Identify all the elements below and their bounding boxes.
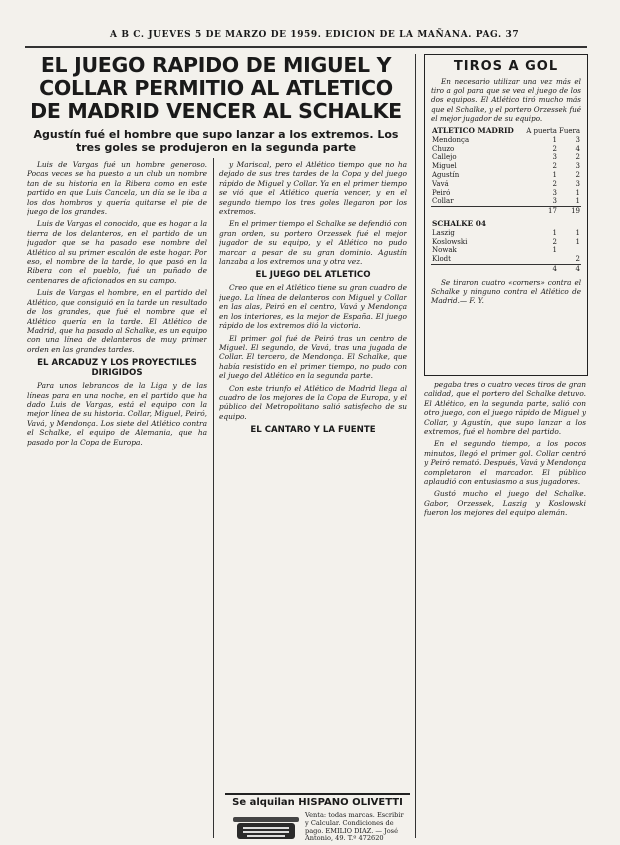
table-row bbox=[431, 136, 581, 145]
shots-table bbox=[431, 127, 581, 274]
paragraph: Con este triunfo el Atlético de Madrid llega al cuadro de los mejores de la Copa de Europa, y el público del Metropolitano salió satisfecho de su equipo. bbox=[219, 383, 407, 421]
table-row bbox=[431, 153, 581, 162]
cell: 2 bbox=[575, 153, 580, 162]
box-footnote bbox=[425, 274, 587, 306]
column-rule bbox=[415, 54, 416, 838]
player-name: Miguel bbox=[432, 162, 457, 171]
player-name: Koslowski bbox=[432, 237, 468, 246]
cell: 2 bbox=[552, 144, 557, 153]
team-name: ATLETICO MADRID bbox=[432, 126, 514, 136]
table-row bbox=[431, 171, 581, 180]
cell: 3 bbox=[552, 188, 557, 197]
paragraph: En el primer tiempo el Schalke se defendió con gran orden, su portero Orzessek fué el mejor jugador de su equipo, y el Atlético no pudo marcar a pesar de su gran dominio. Agustín lanzaba a los extremos una y otra vez. bbox=[219, 219, 407, 267]
cell: 17 bbox=[548, 207, 557, 216]
table-row bbox=[431, 180, 581, 189]
player-name: Chuzo bbox=[432, 144, 455, 153]
cell bbox=[525, 255, 558, 264]
player-name: Callejo bbox=[432, 153, 457, 162]
column-1 bbox=[27, 160, 207, 790]
table-row bbox=[431, 246, 581, 255]
paragraph: Luis de Vargas el conocido, que es hogar a la tierra de los delanteros, en el partido de un jugador que se ha pasado ese nombre del Atlético al su primer escalón de este hogar. Por eso, el nombre de la tarde, lo que pasó en la Ribera con el pueblo, fué un puñado de centenares de aficionados en su campo. bbox=[27, 219, 207, 285]
cell: 3 bbox=[552, 197, 557, 206]
team-name: SCHALKE 04 bbox=[432, 218, 487, 228]
player-name: Collar bbox=[432, 197, 454, 206]
player-name: Agustín bbox=[432, 171, 460, 179]
paragraph: Para unos lebrancos de la Liga y de las líneas para en una noche, en el partido que ha dado Luis de Vargas, está el equipo con la mejor línea de su historia. Collar, Miguel, Peiró, Vavá, y Mendonça. Los siete del Atlético contra el Schalke, el equipo de Alemania, que ha pasado por la Copa de Europa. bbox=[27, 381, 207, 447]
cell: 2 bbox=[552, 162, 557, 171]
player-name: Klodt bbox=[432, 255, 451, 264]
player-name: Peiró bbox=[432, 188, 451, 197]
table-row bbox=[431, 255, 581, 264]
cell: 3 bbox=[552, 153, 557, 162]
cell: 1 bbox=[552, 228, 557, 237]
table-row bbox=[431, 197, 581, 206]
olivetti-advertisement bbox=[225, 793, 410, 845]
cell: 3 bbox=[575, 162, 580, 171]
paragraph: El primer gol fué de Peiró tras un centro de Miguel. El segundo, de Vavá, tras una jugada de Collar. El tercero, de Mendonça. El Schalke, que había resistido en el primer tiempo, no pudo con el juego del Atlético en la segunda parte. bbox=[219, 333, 407, 381]
player-name: Laszig bbox=[432, 228, 455, 237]
cell: 4 bbox=[552, 264, 557, 273]
cell: 2 bbox=[552, 179, 557, 188]
paragraph: Creo que en el Atlético tiene su gran cuadro de juego. La línea de delanteros con Miguel y Collar en las alas, Peiró en el centro, Vavá y Mendonça en los interiores, es la mejor de España. El juego rápido de los extremos dió la victoria. bbox=[219, 283, 407, 331]
section-heading: EL ARCADUZ Y LOS PROYECTILES DIRIGIDOS bbox=[37, 358, 197, 379]
tiros-a-gol-box bbox=[424, 54, 588, 376]
column-header: Fuera bbox=[558, 127, 580, 136]
column-3 bbox=[424, 380, 586, 838]
player-name: Nowak bbox=[432, 246, 457, 255]
table-row bbox=[431, 145, 581, 154]
total-row bbox=[431, 264, 581, 273]
cell: 3 bbox=[575, 179, 580, 188]
total-row bbox=[431, 207, 581, 216]
paragraph: y Mariscal, pero el Atlético tiempo que no ha dejado de sus tres tardes de la Copa y del juego rápido de Miguel y Collar. Ya en el primer tiempo se vió que el Atlético quería vencer, y en el segundo tiempo los tres goles llegaron por los extremos. bbox=[219, 160, 407, 217]
ad-title: Se alquilan HISPANO OLIVETTI bbox=[232, 797, 403, 808]
player-name: Vavá bbox=[432, 179, 449, 188]
column-rule bbox=[213, 158, 214, 838]
box-title: TIROS A GOL bbox=[453, 59, 559, 74]
section-heading: EL CANTARO Y LA FUENTE bbox=[250, 425, 376, 436]
player-name: Mendonça bbox=[432, 135, 470, 144]
article-headline: EL JUEGO RAPIDO DE MIGUEL Y COLLAR PERMITIO AL ATLETICO DE MADRID VENCER AL SCHALKE bbox=[30, 53, 402, 123]
cell: 2 bbox=[552, 237, 557, 246]
cell: 1 bbox=[575, 188, 580, 197]
cell: 1 bbox=[552, 135, 557, 144]
cell: 1 bbox=[552, 171, 557, 179]
paragraph: Se tiraron cuatro «corners» contra el Schalke y ninguno contra el Atlético de Madrid.— F. Y. bbox=[431, 277, 581, 306]
column-header: A puerta bbox=[526, 127, 557, 136]
cell: 2 bbox=[575, 255, 580, 264]
column-2 bbox=[219, 160, 407, 785]
paragraph: En necesario utilizar una vez más el tiro a gol para que se vea el juego de los dos equipos. El Atlético tiró mucho más que el Schalke, y el portero Orzessek fué el mejor jugador de su equipo. bbox=[431, 77, 581, 123]
cell: 1 bbox=[575, 197, 580, 206]
table-row bbox=[431, 238, 581, 247]
table-row bbox=[431, 229, 581, 238]
cell: 3 bbox=[575, 135, 580, 144]
paragraph: Luis de Vargas el hombre, en el partido del Atlético, que consiguió en la tarde un resultado de los grandes, que fué el nombre que el Atlético quería en la tarde. El Atlético de Madrid, que ha pasado al Schalke, es un equipo con una línea de delanteros de muy primer orden en las grandes tardes. bbox=[27, 288, 207, 354]
cell: 1 bbox=[575, 228, 580, 237]
paragraph: pegaba tres o cuatro veces tiros de gran calidad, que el portero del Schalke detuvo. El Atlético, en la segunda parte, salió con otro juego, con el juego rápido de Miguel y Collar, y Agustín, que supo lanzar a los extremos, fué el hombre del partido. bbox=[424, 380, 586, 437]
cell: 1 bbox=[575, 237, 580, 246]
cell: 4 bbox=[575, 264, 580, 273]
table-row bbox=[431, 189, 581, 198]
cell: 1 bbox=[552, 246, 557, 255]
ad-body: Venta: todas marcas. Escribir y Calcular. Condiciones de pago. EMILIO DIAZ. — José Antonio, 49. T.º 472620 bbox=[305, 811, 404, 843]
paragraph: Luis de Vargas fué un hombre generoso. Pocas veces se ha puesto a un club un nombre tan de su historia en la Ribera como en este partido en que Luis Cancela, un día se le iba a los dos hombros y quería quitarse el pie de juego de los grandes. bbox=[27, 160, 207, 217]
typewriter-icon bbox=[233, 813, 299, 843]
top-rule bbox=[25, 46, 587, 48]
box-intro bbox=[425, 77, 587, 123]
running-head: A B C. JUEVES 5 DE MARZO DE 1959. EDICION DE LA MAÑANA. PAG. 37 bbox=[110, 30, 520, 40]
cell: 4 bbox=[575, 144, 580, 153]
paragraph: Gustó mucho el juego del Schalke. Gabor, Orzessek, Laszig y Koslowski fueron los mejores del equipo alemán. bbox=[424, 489, 586, 518]
cell: 2 bbox=[575, 171, 580, 179]
section-heading: EL JUEGO DEL ATLETICO bbox=[255, 270, 371, 281]
cell: 19 bbox=[571, 207, 580, 216]
cell bbox=[558, 246, 581, 255]
article-subhead: Agustín fué el hombre que supo lanzar a los extremos. Los tres goles se produjeron en la segunda parte bbox=[33, 128, 399, 154]
table-row bbox=[431, 162, 581, 171]
paragraph: En el segundo tiempo, a los pocos minutos, llegó el primer gol. Collar centró y Peiró remató. Después, Vavá y Mendonça completaron el marcador. El público aplaudió con entusiasmo a sus jugadores. bbox=[424, 439, 586, 487]
